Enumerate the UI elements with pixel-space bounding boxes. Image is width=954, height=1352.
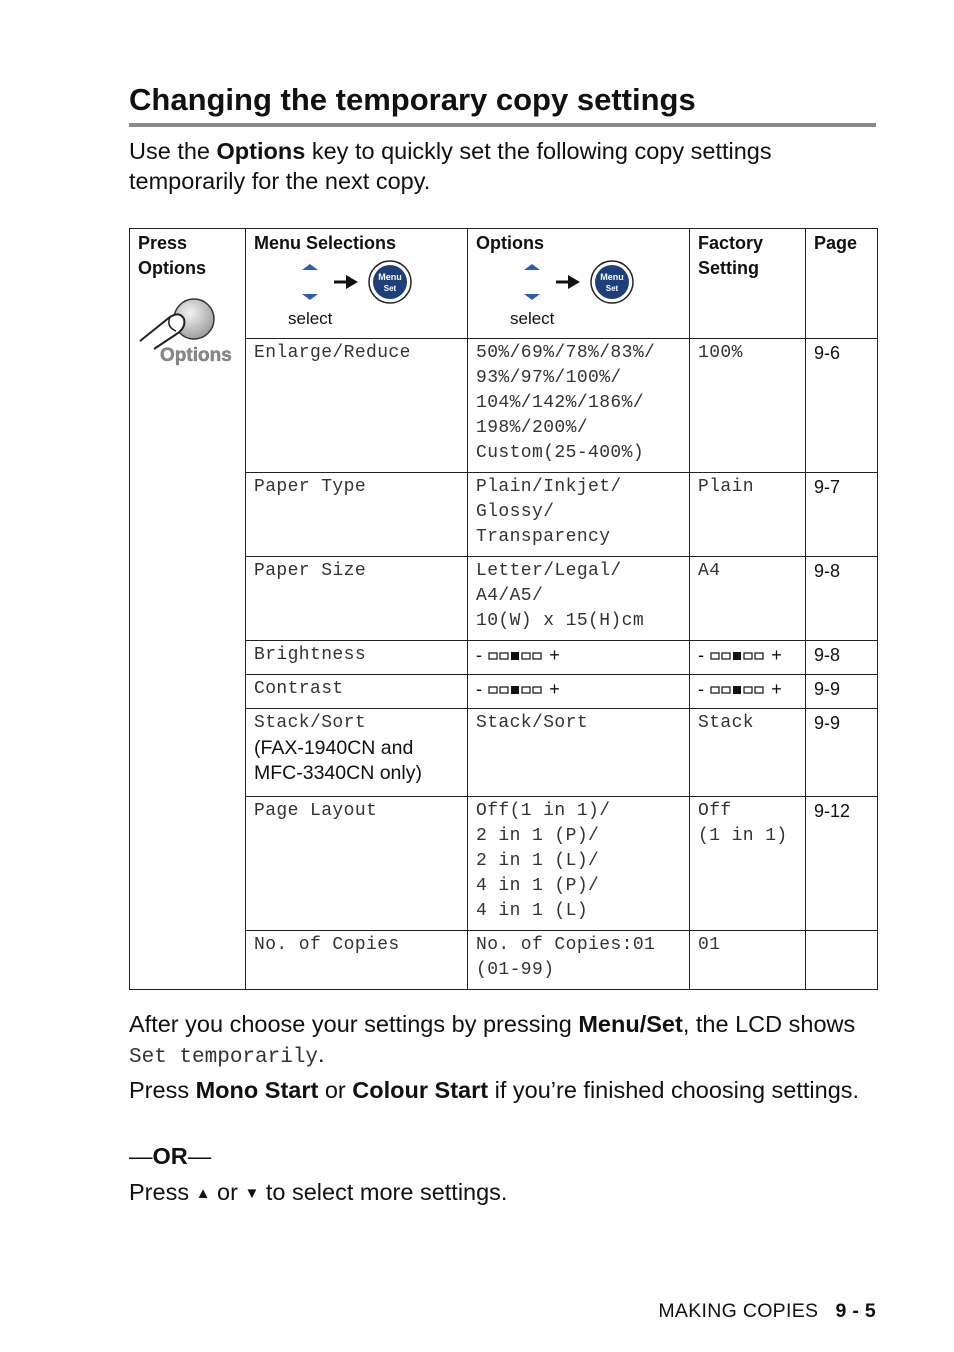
options-key-label: Options — [160, 345, 232, 366]
minus-sign: - — [698, 679, 705, 699]
after-text-2: , the LCD shows — [682, 1011, 856, 1037]
option-value: 10(W) x 15(H)cm — [476, 611, 645, 631]
options-header-cell — [468, 229, 690, 339]
header-menu-selections: Menu Selections — [254, 233, 397, 253]
factory-value: (1 in 1) — [698, 826, 788, 846]
minus-sign: - — [698, 645, 705, 665]
menu-selection-cell — [246, 931, 468, 990]
option-value: 198%/200%/ — [476, 418, 589, 438]
menu-note-text: (FAX-1940CN and — [254, 737, 414, 759]
menu-selection-text: Stack/Sort — [254, 713, 367, 733]
options-cell — [468, 797, 690, 931]
option-value: 4 in 1 (L) — [476, 901, 589, 921]
or-text-2: or — [210, 1179, 245, 1205]
options-select-graphic — [476, 264, 646, 308]
factory-setting-cell — [690, 557, 806, 641]
page-ref-cell — [806, 797, 878, 931]
option-value: Off(1 in 1)/ — [476, 801, 611, 821]
plus-sign: + — [771, 679, 783, 699]
menu-select-label: select — [288, 309, 333, 328]
table-header-row — [130, 229, 878, 339]
menu-selection-text: Enlarge/Reduce — [254, 343, 411, 363]
option-value: 93%/97%/100%/ — [476, 368, 622, 388]
option-value: Letter/Legal/ — [476, 561, 622, 581]
or-separator — [129, 1141, 876, 1171]
menu-set-key-icon — [595, 265, 629, 299]
footer-section: MAKING COPIES — [658, 1300, 819, 1322]
option-value: Plain/Inkjet/ — [476, 477, 622, 497]
options-cell — [468, 473, 690, 557]
page-ref: 9-9 — [814, 679, 841, 699]
menu-key-top-label: Menu — [378, 272, 402, 282]
page-ref-cell — [806, 675, 878, 709]
factory-setting-cell — [690, 675, 806, 709]
level-indicator — [476, 645, 560, 665]
up-arrow-icon — [302, 264, 318, 270]
or-text: or — [318, 1077, 353, 1103]
options-cell — [468, 641, 690, 675]
factory-setting-cell — [690, 339, 806, 473]
menu-selection-text: Contrast — [254, 679, 344, 699]
level-indicator — [698, 645, 782, 665]
right-arrow-icon — [346, 275, 358, 289]
down-arrow-icon: ▼ — [244, 1185, 260, 1202]
level-bar-icon — [488, 651, 544, 661]
factory-value: 01 — [698, 935, 721, 955]
select-more-text: to select more settings. — [259, 1179, 508, 1205]
mono-start-key-name: Mono Start — [195, 1077, 319, 1103]
down-arrow-icon — [302, 294, 318, 300]
right-arrow-icon — [568, 275, 580, 289]
or-label: OR — [152, 1143, 188, 1169]
menu-key-bottom-label: Set — [383, 284, 397, 293]
option-value: 104%/142%/186%/ — [476, 393, 645, 413]
page-ref: 9-6 — [814, 343, 841, 363]
page-title: Changing the temporary copy settings — [129, 82, 696, 117]
options-key-icon — [136, 297, 232, 377]
level-indicator — [698, 679, 782, 699]
plus-sign: + — [549, 679, 561, 699]
factory-setting-cell — [690, 709, 806, 797]
menu-selection-cell — [246, 675, 468, 709]
after-paragraph-1 — [129, 1009, 876, 1073]
menu-selection-text: Paper Size — [254, 561, 367, 581]
menu-selection-text: Brightness — [254, 645, 367, 665]
option-value: Custom(25-400%) — [476, 443, 645, 463]
lcd-message: Set temporarily — [129, 1046, 319, 1069]
header-page: Page — [814, 233, 858, 253]
option-value: 2 in 1 (P)/ — [476, 826, 600, 846]
option-value: 50%/69%/78%/83%/ — [476, 343, 656, 363]
options-select-label: select — [510, 309, 555, 328]
options-cell — [468, 675, 690, 709]
factory-value: 100% — [698, 343, 743, 363]
menu-select-graphic — [254, 264, 402, 308]
menu-selection-text: Paper Type — [254, 477, 367, 497]
level-bar-icon — [710, 685, 766, 695]
menu-selection-text: No. of Copies — [254, 935, 400, 955]
or-dash-right: — — [187, 1143, 212, 1169]
factory-setting-cell — [690, 473, 806, 557]
after-text-3: . — [318, 1041, 325, 1067]
factory-value: Off — [698, 801, 732, 821]
menu-selections-header-cell — [246, 229, 468, 339]
factory-value: Plain — [698, 477, 755, 497]
intro-text-1: Use the — [129, 138, 217, 164]
after-paragraph-3 — [129, 1177, 876, 1209]
intro-paragraph — [129, 136, 876, 196]
menu-selection-text: Page Layout — [254, 801, 378, 821]
minus-sign: - — [476, 679, 483, 699]
factory-setting-cell — [690, 931, 806, 990]
options-cell — [468, 709, 690, 797]
level-bar-icon — [488, 685, 544, 695]
page-ref-cell — [806, 473, 878, 557]
menu-selection-cell — [246, 557, 468, 641]
header-options: Options — [476, 233, 544, 253]
header-factory-setting: Factory Setting — [698, 233, 764, 278]
colour-start-key-name: Colour Start — [352, 1077, 489, 1103]
option-value: (01-99) — [476, 960, 555, 980]
factory-setting-header-cell — [690, 229, 806, 339]
menu-selection-cell — [246, 641, 468, 675]
page-ref: 9-7 — [814, 477, 841, 497]
option-value: A4/A5/ — [476, 586, 544, 606]
menu-set-key-name: Menu/Set — [578, 1011, 683, 1037]
page-ref: 9-8 — [814, 561, 841, 581]
option-value: Transparency — [476, 527, 611, 547]
press-options-cell — [130, 229, 246, 990]
menu-selection-cell — [246, 339, 468, 473]
factory-value: Stack — [698, 713, 755, 733]
intro-text-2: key to quickly set the following copy settings temporarily for the next copy. — [129, 138, 772, 194]
plus-sign: + — [771, 645, 783, 665]
menu-set-key-icon — [373, 265, 407, 299]
level-bar-icon — [710, 651, 766, 661]
options-cell — [468, 557, 690, 641]
copy-settings-table — [129, 228, 878, 990]
menu-note-text: MFC-3340CN only) — [254, 762, 422, 784]
intro-options-key: Options — [216, 138, 306, 164]
after-text-1: After you choose your settings by pressing — [129, 1011, 579, 1037]
factory-setting-cell — [690, 797, 806, 931]
down-arrow-icon — [524, 294, 540, 300]
menu-selection-cell — [246, 797, 468, 931]
press-text-2: Press — [129, 1179, 196, 1205]
menu-key-top-label: Menu — [600, 272, 624, 282]
option-value: 2 in 1 (L)/ — [476, 851, 600, 871]
after-paragraph-2 — [129, 1075, 876, 1105]
up-arrow-icon: ▲ — [195, 1185, 211, 1202]
header-press-options: Press Options — [138, 233, 206, 278]
option-value: Stack/Sort — [476, 713, 589, 733]
press-text: Press — [129, 1077, 196, 1103]
page-ref-cell — [806, 557, 878, 641]
finished-text: if you’re finished choosing settings. — [488, 1077, 860, 1103]
menu-key-bottom-label: Set — [605, 284, 619, 293]
page-ref: 9-8 — [814, 645, 841, 665]
up-arrow-icon — [524, 264, 540, 270]
level-indicator — [476, 679, 560, 699]
page-header-cell — [806, 229, 878, 339]
or-dash-left: — — [129, 1143, 153, 1169]
page-footer — [658, 1300, 876, 1323]
plus-sign: + — [549, 645, 561, 665]
page-ref-cell — [806, 339, 878, 473]
factory-value: A4 — [698, 561, 721, 581]
option-value: No. of Copies:01 — [476, 935, 656, 955]
page-ref: 9-12 — [814, 801, 851, 821]
page-ref-cell — [806, 709, 878, 797]
page-ref: 9-9 — [814, 713, 841, 733]
page-ref-cell — [806, 641, 878, 675]
factory-setting-cell — [690, 641, 806, 675]
option-value: Glossy/ — [476, 502, 555, 522]
options-cell — [468, 931, 690, 990]
page-ref-cell — [806, 931, 878, 990]
title-rule — [129, 123, 876, 127]
option-value: 4 in 1 (P)/ — [476, 876, 600, 896]
options-cell — [468, 339, 690, 473]
menu-selection-cell — [246, 473, 468, 557]
footer-page-number: 9 - 5 — [835, 1300, 876, 1322]
minus-sign: - — [476, 645, 483, 665]
menu-selection-cell — [246, 709, 468, 797]
